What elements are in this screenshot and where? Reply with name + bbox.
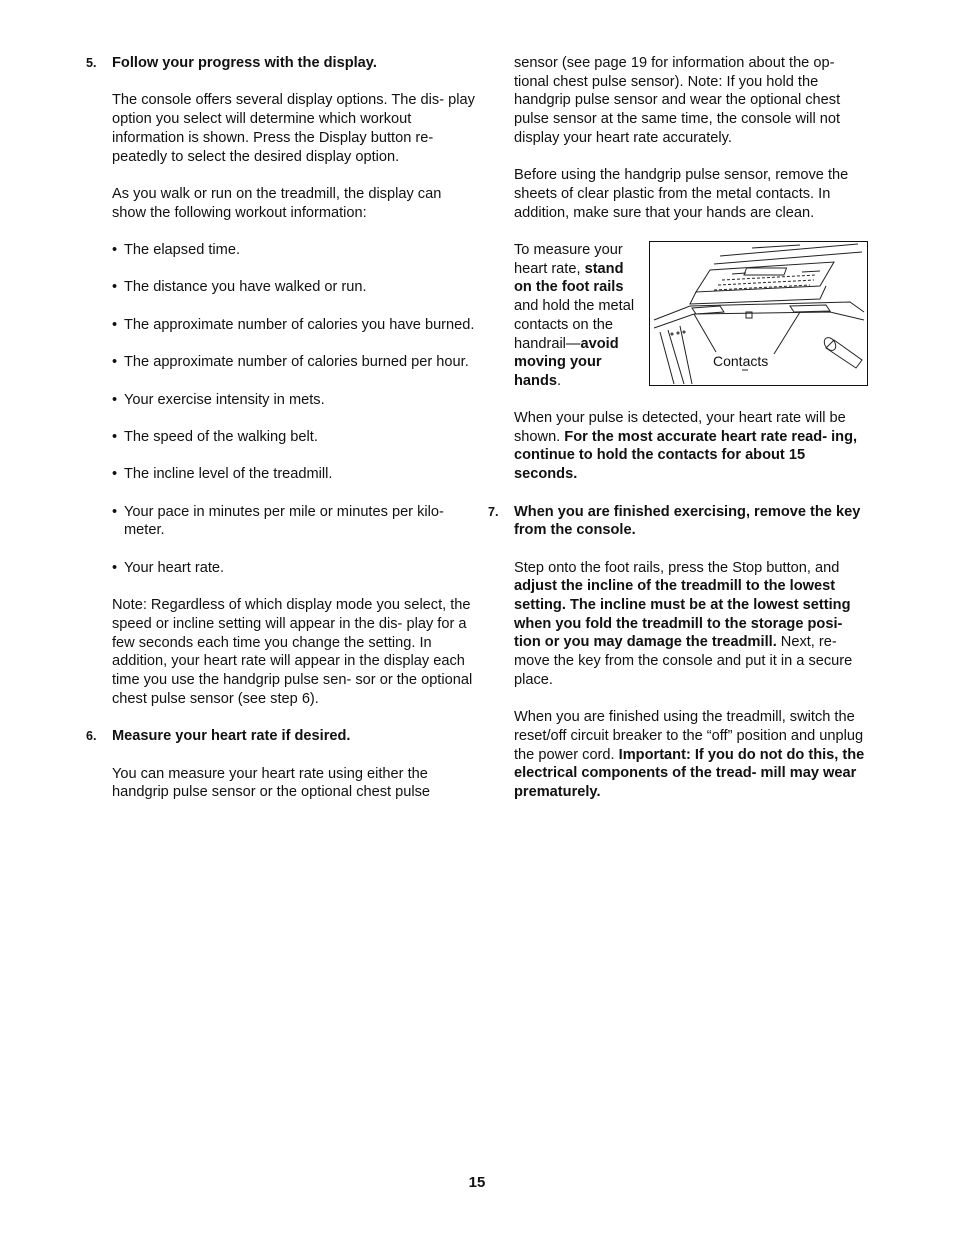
list-item: • The elapsed time. — [112, 241, 241, 258]
step-6-number: 6. — [86, 729, 97, 744]
list-item: • The speed of the walking belt. — [112, 428, 318, 445]
step-7-number: 7. — [488, 504, 499, 519]
step-6-paragraph-1-start: You can measure your heart rate using either the handgrip pulse sensor or the optional chest pulse — [112, 765, 431, 801]
list-item: • The approximate number of calories you have burned. — [112, 316, 475, 333]
step-7-title: When you are finished exercising, remove the key from the console. — [514, 503, 861, 539]
list-item: • Your pace in minutes per mile or minutes per kilo- meter. — [112, 503, 444, 539]
step-6-title: Measure your heart rate if desired. — [112, 728, 351, 745]
step-7-paragraph-2: When you are finished using the treadmill, switch the reset/off circuit breaker to the “off” position and unplug the power cord. Important: If you do not do this, the electrical components of the tread- mill may wear prematurely. — [514, 709, 865, 801]
step-7 — [488, 503, 868, 802]
measure-instructions: To measure your heart rate, stand on the foot rails and hold the metal contacts on the handrail—avoid moving your hands. — [514, 242, 635, 389]
step-5-paragraph-2: As you walk or run on the treadmill, the display can show the following workout information: — [112, 185, 442, 221]
step-7-paragraph-1: Step onto the foot rails, press the Stop button, and adjust the incline of the treadmill to the lowest setting. The incline must be at the lowest setting when you fold the treadmill to the storage posi- tion or you may damage the treadmill. Next, re- move the key from the console and put it in a secure place. — [514, 559, 853, 688]
right-column — [488, 54, 868, 802]
step-5-number: 5. — [86, 56, 97, 70]
left-column — [86, 54, 476, 802]
pulse-detected-paragraph: When your pulse is detected, your heart rate will be shown. For the most accurate heart rate read- ing, continue to hold the contacts for about 15 seconds. — [514, 410, 858, 483]
list-item: • Your heart rate. — [112, 559, 225, 576]
step-5-title: Follow your progress with the display. — [112, 55, 377, 71]
step-6-paragraph-1-continued: sensor (see page 19 for information about the op- tional chest pulse sensor). Note: If you hold the handgrip pulse sensor and wear the optional chest pulse sensor at the same time, the console will not display your heart rate accurately. — [514, 55, 841, 146]
heart-rate-figure-row — [488, 241, 868, 409]
list-item: • The distance you have walked or run. — [112, 279, 367, 296]
display-info-list — [112, 241, 476, 578]
step-6-paragraph-2: Before using the handgrip pulse sensor, remove the sheets of clear plastic from the metal contacts. In addition, make sure that your hands are clean. — [514, 167, 849, 221]
step-6-continued — [488, 54, 868, 241]
list-item: • The incline level of the treadmill. — [112, 466, 333, 483]
step-5 — [86, 54, 476, 708]
step-5-paragraph-1: The console offers several display options. The dis- play option you select will determine which workout information is shown. Press the Display button re- peatedly to select the desired display option. — [112, 92, 475, 165]
handrail-contacts-illustration — [649, 241, 868, 386]
step-5-note: Note: Regardless of which display mode you select, the speed or incline setting will appear in the dis- play for a few seconds each time you change the setting. In addition, your heart rate will appear in the display each time you use the handgrip pulse sen- sor or the optional chest pulse sensor (see step 6). — [112, 597, 473, 707]
list-item: • The approximate number of calories burned per hour. — [112, 354, 469, 371]
list-item: • Your exercise intensity in mets. — [112, 391, 325, 408]
step-6-detected — [488, 409, 868, 484]
step-6 — [86, 727, 476, 802]
contacts-label: Contacts — [713, 353, 769, 369]
page-number: 15 — [468, 1174, 486, 1191]
